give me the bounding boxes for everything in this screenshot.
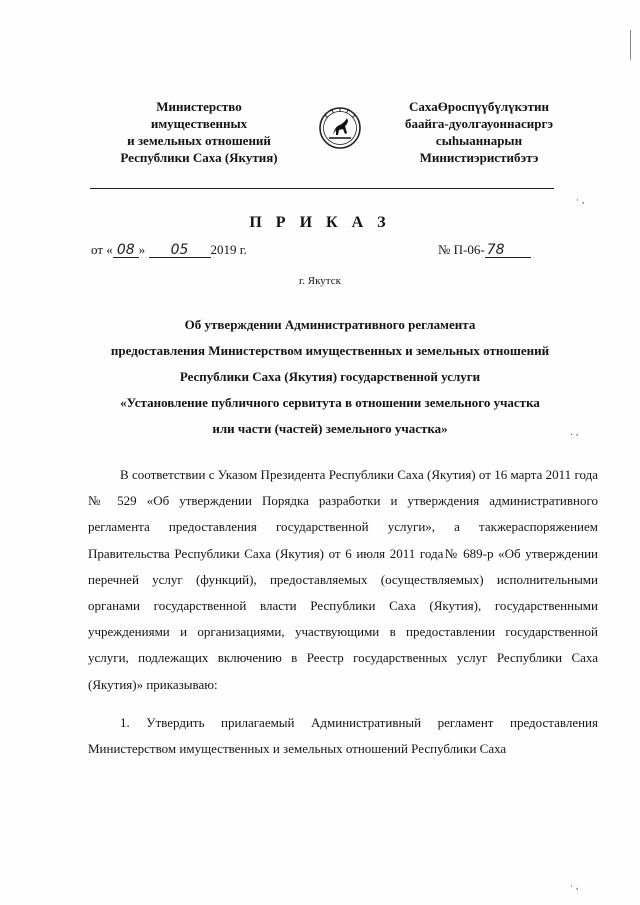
header-right-line: баайга-дуолгауоннасиргэ xyxy=(404,116,553,131)
order-number xyxy=(438,242,531,258)
subject-line: или части (частей) земельного участка» xyxy=(212,421,448,436)
header-left-line: и земельных отношений xyxy=(127,133,271,148)
date-day: 08 xyxy=(113,243,139,258)
subject-line: «Установление публичного сервитута в отношении земельного участка xyxy=(120,395,540,410)
header-left-line: Министерство xyxy=(156,99,242,114)
subject-line: Об утверждении Административного регламента xyxy=(184,317,476,332)
city-name: г. Якутск xyxy=(299,275,341,287)
subject-line: предоставления Министерством имущественных и земельных отношений xyxy=(110,343,550,358)
preamble-paragraph: В соответствии с Указом Президента Республики Саха (Якутия) от 16 марта 2011 года № 529 «Об утверждении Порядка разработки и утверждения административного регламента предоставления государственной услуги», а такжераспоряжением Правительства Республики Саха (Якутия) от 6 июля 2011 года№ 689-р «Об утверждении перечней услуг (функций), предоставляемых (осуществляемых) исполнительными органами государственной власти Республики Саха (Якутия), государственными учреждениями и организациями, участвующими в предоставлении государственной услуги, подлежащих включению в Реестр государственных услуг Республики Саха (Якутия)» приказываю: xyxy=(88,467,598,692)
header-right-line: СахаӨроспүүбүлүкэтин xyxy=(409,99,549,114)
scan-edge-mark xyxy=(630,30,631,60)
header-right-line: сыһыаннарын xyxy=(435,133,523,148)
subject-line: Республики Саха (Якутия) государственной услуги xyxy=(179,369,481,384)
ministry-name-yakut xyxy=(372,98,586,166)
header-divider xyxy=(90,188,554,189)
ministry-name-russian xyxy=(84,98,314,166)
header-right-line: Министиэристибэтэ xyxy=(419,150,539,165)
order-subject xyxy=(60,312,600,442)
header-left-line: Республики Саха (Якутия) xyxy=(120,150,278,165)
date-separator: » xyxy=(138,242,146,257)
republic-emblem-icon xyxy=(318,106,362,150)
number-prefix: № П-06- xyxy=(438,242,485,257)
order-date xyxy=(91,242,247,258)
order-item-1: 1. Утвердить прилагаемый Административный регламент предоставления Министерством имущественных и земельных отношений Республики Саха xyxy=(88,715,598,757)
scan-speck: . , xyxy=(570,428,579,438)
scan-speck: · , xyxy=(576,196,585,206)
date-month: 05 xyxy=(149,243,211,258)
scan-speck: · , xyxy=(570,882,579,892)
date-year: 2019 г. xyxy=(210,242,247,257)
document-title: П Р И К А З xyxy=(249,214,391,231)
number-value: 78 xyxy=(485,243,531,258)
date-prefix: от « xyxy=(91,242,113,257)
header-left-line: имущественных xyxy=(150,116,248,131)
